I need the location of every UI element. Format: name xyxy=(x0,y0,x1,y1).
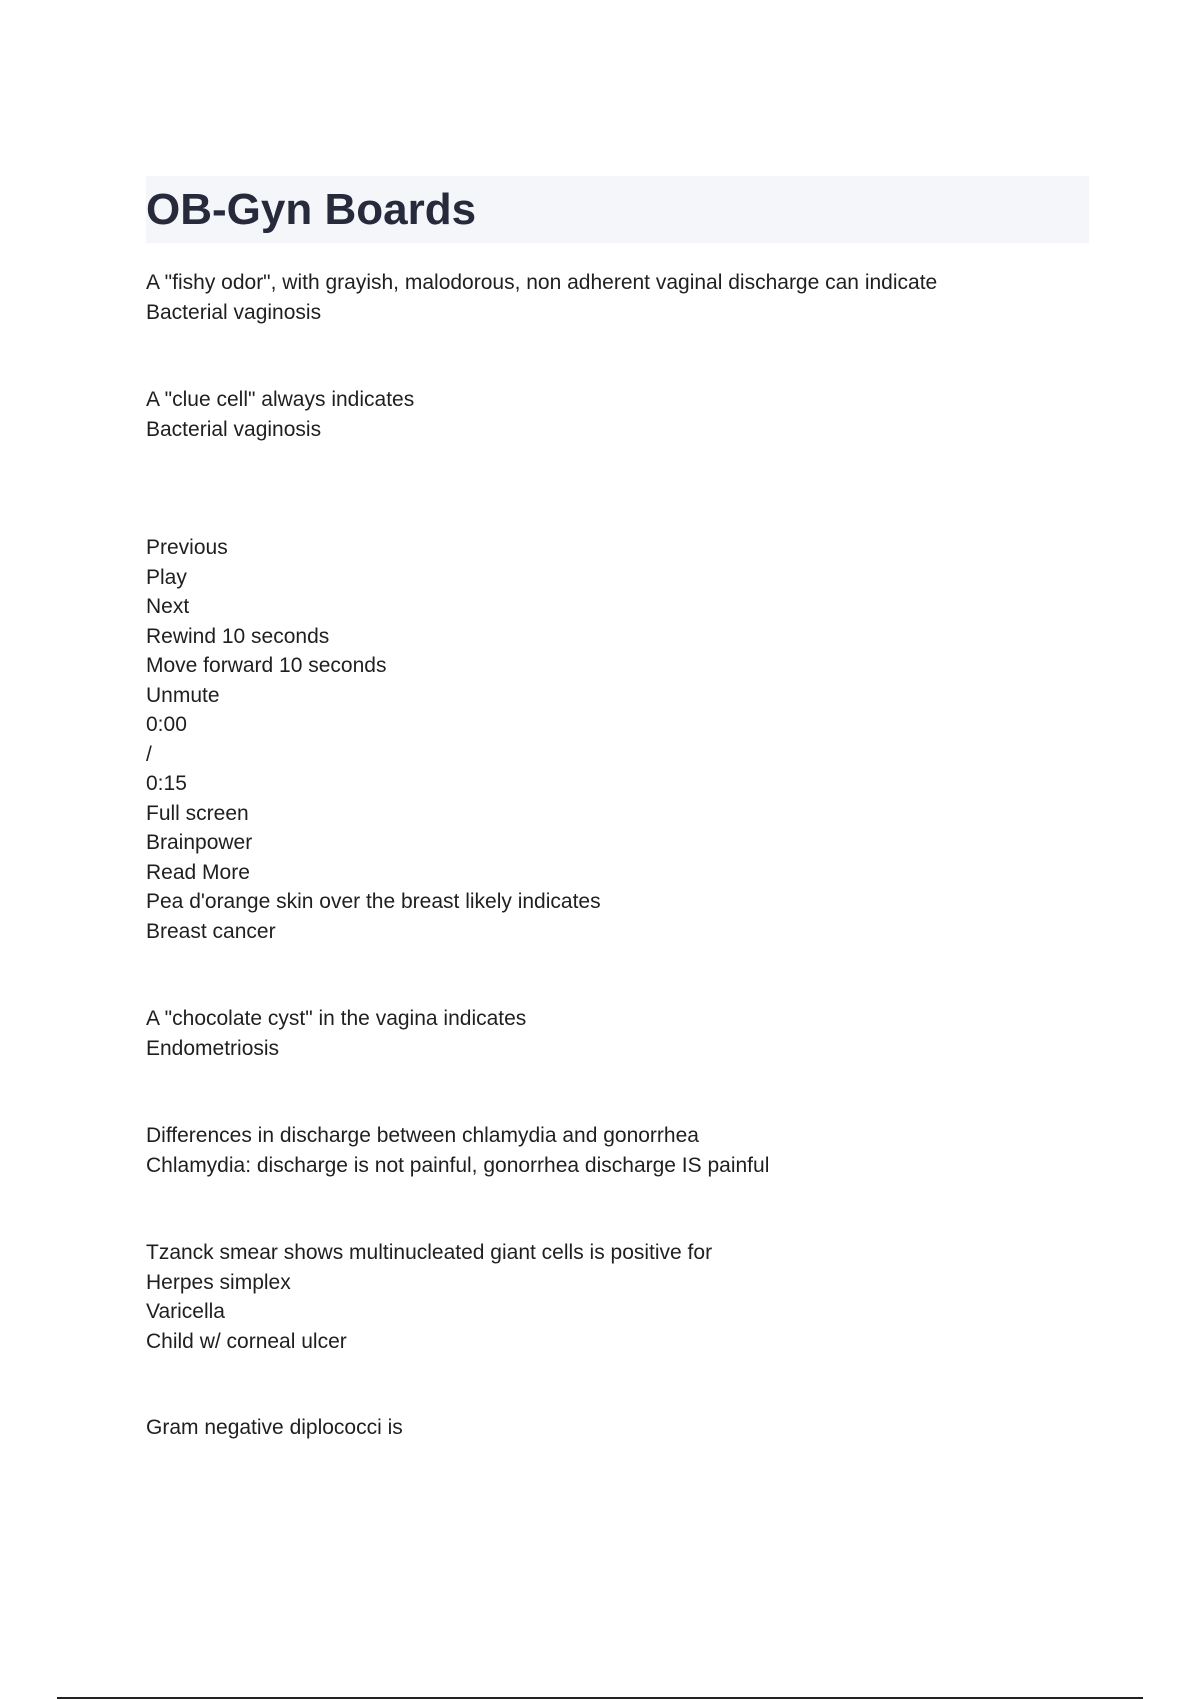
rewind-button[interactable]: Rewind 10 seconds xyxy=(146,624,330,648)
page-bottom-rule xyxy=(57,1697,1143,1699)
flashcard xyxy=(146,268,937,327)
current-time: 0:00 xyxy=(146,713,187,736)
previous-button[interactable]: Previous xyxy=(146,536,228,559)
card-answer: Bacterial vaginosis xyxy=(146,417,322,441)
flashcard xyxy=(146,1121,769,1180)
card-question: A "chocolate cyst" in the vagina indicates xyxy=(146,1007,527,1030)
title-banner xyxy=(146,176,1089,243)
fullscreen-button[interactable]: Full screen xyxy=(146,801,249,825)
duration: 0:15 xyxy=(146,772,187,795)
card-question: Pea d'orange skin over the breast likely indicates xyxy=(146,890,601,913)
flashcard xyxy=(146,1004,526,1063)
card-answer: Chlamydia: discharge is not painful, gonorrhea discharge IS painful xyxy=(146,1153,770,1177)
time-separator: / xyxy=(146,742,152,766)
next-button[interactable]: Next xyxy=(146,595,190,618)
unmute-button[interactable]: Unmute xyxy=(146,683,220,707)
card-answer: Herpes simplex xyxy=(146,1270,291,1294)
card-answer: Bacterial vaginosis xyxy=(146,300,322,324)
card-question: Tzanck smear shows multinucleated giant cells is positive for xyxy=(146,1241,713,1264)
flashcard xyxy=(146,1238,712,1356)
card-answer: Child w/ corneal ulcer xyxy=(146,1329,347,1353)
media-player-controls xyxy=(146,533,601,946)
read-more-link[interactable]: Read More xyxy=(146,860,250,884)
forward-button[interactable]: Move forward 10 seconds xyxy=(146,654,387,677)
card-question: Differences in discharge between chlamydia and gonorrhea xyxy=(146,1124,699,1147)
page-title: OB-Gyn Boards xyxy=(146,185,477,234)
brand-label: Brainpower xyxy=(146,831,253,854)
card-question: Gram negative diplococci is xyxy=(146,1416,403,1439)
card-answer: Varicella xyxy=(146,1300,225,1323)
card-answer: Breast cancer xyxy=(146,919,276,943)
card-question: A "clue cell" always indicates xyxy=(146,388,415,411)
card-answer: Endometriosis xyxy=(146,1036,280,1060)
flashcard xyxy=(146,385,414,444)
card-question: A "fishy odor", with grayish, malodorous, non adherent vaginal discharge can indicate xyxy=(146,271,938,294)
flashcard xyxy=(146,1413,403,1443)
play-button[interactable]: Play xyxy=(146,565,187,589)
